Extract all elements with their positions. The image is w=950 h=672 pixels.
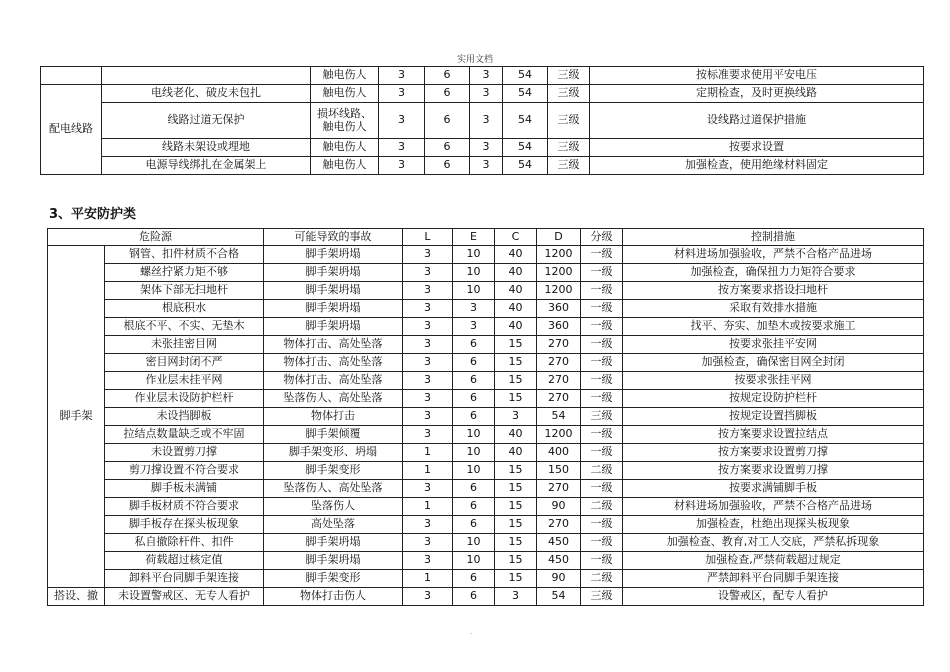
d-cell: 1200	[537, 426, 581, 444]
accident-cell: 触电伤人	[311, 85, 379, 103]
measure-cell: 采取有效排水措施	[623, 300, 924, 318]
table-row	[48, 408, 924, 426]
d-cell: 54	[537, 588, 581, 606]
e-cell: 3	[453, 300, 495, 318]
c-cell: 15	[495, 372, 537, 390]
l-cell: 1	[403, 462, 453, 480]
level-cell: 三级	[548, 139, 590, 157]
d-cell: 90	[537, 570, 581, 588]
level-cell: 一级	[581, 246, 623, 264]
level-cell: 一级	[581, 318, 623, 336]
c-cell: 15	[495, 498, 537, 516]
l-cell: 3	[403, 318, 453, 336]
hazard-cell: 未设置剪刀撑	[105, 444, 264, 462]
hazard-cell: 剪刀撑设置不符合要求	[105, 462, 264, 480]
hazard-cell	[102, 67, 311, 85]
c-cell: 3	[470, 157, 503, 175]
d-cell: 270	[537, 372, 581, 390]
table-row	[48, 354, 924, 372]
c-cell: 3	[495, 588, 537, 606]
d-cell: 54	[503, 103, 548, 139]
e-cell: 10	[453, 282, 495, 300]
safety-protection-risk-table	[47, 228, 924, 606]
level-cell: 一级	[581, 516, 623, 534]
e-cell: 10	[453, 552, 495, 570]
l-cell: 3	[403, 552, 453, 570]
c-cell: 40	[495, 318, 537, 336]
table-row	[48, 444, 924, 462]
level-cell: 一级	[581, 480, 623, 498]
distribution-line-risk-table	[40, 66, 924, 175]
hazard-cell: 电线老化、破皮未包扎	[102, 85, 311, 103]
level-cell: 一级	[581, 282, 623, 300]
hazard-cell: 电源导线绑扎在金属架上	[102, 157, 311, 175]
table-row	[48, 588, 924, 606]
hazard-cell: 钢管、扣件材质不合格	[105, 246, 264, 264]
c-cell: 3	[470, 85, 503, 103]
c-cell: 40	[495, 246, 537, 264]
table-row	[41, 103, 924, 139]
d-cell: 360	[537, 318, 581, 336]
level-cell: 三级	[581, 588, 623, 606]
l-cell: 3	[403, 372, 453, 390]
measure-cell: 定期检查，及时更换线路	[590, 85, 924, 103]
hazard-cell: 脚手板存在探头板现象	[105, 516, 264, 534]
hazard-cell: 作业层未挂平网	[105, 372, 264, 390]
e-cell: 3	[453, 318, 495, 336]
table-row	[48, 264, 924, 282]
l-cell: 3	[379, 103, 425, 139]
c-cell: 40	[495, 426, 537, 444]
l-cell: 3	[403, 588, 453, 606]
e-cell: 6	[453, 390, 495, 408]
measure-cell: 按方案要求设置剪刀撑	[623, 462, 924, 480]
e-cell: 10	[453, 534, 495, 552]
table-header-row	[48, 229, 924, 246]
l-cell: 1	[403, 570, 453, 588]
accident-cell: 坠落伤人	[264, 498, 403, 516]
c-cell: 40	[495, 264, 537, 282]
group-cell	[41, 67, 102, 85]
accident-cell: 脚手架变形、坍塌	[264, 444, 403, 462]
l-cell: 1	[403, 444, 453, 462]
accident-cell: 触电伤人	[311, 67, 379, 85]
table-row	[41, 139, 924, 157]
d-cell: 270	[537, 354, 581, 372]
column-header-c: C	[495, 229, 537, 246]
accident-cell: 脚手架变形	[264, 570, 403, 588]
l-cell: 3	[403, 246, 453, 264]
level-cell: 一级	[581, 390, 623, 408]
table-row	[41, 85, 924, 103]
c-cell: 15	[495, 480, 537, 498]
level-cell: 一级	[581, 264, 623, 282]
accident-cell: 高处坠落	[264, 516, 403, 534]
column-header-e: E	[453, 229, 495, 246]
d-cell: 90	[537, 498, 581, 516]
level-cell: 二级	[581, 570, 623, 588]
level-cell: 二级	[581, 462, 623, 480]
level-cell: 一级	[581, 444, 623, 462]
accident-cell: 坠落伤人、高处坠落	[264, 480, 403, 498]
hazard-cell: 线路未架设或埋地	[102, 139, 311, 157]
measure-cell: 按要求满铺脚手板	[623, 480, 924, 498]
accident-cell: 脚手架坍塌	[264, 264, 403, 282]
hazard-cell: 线路过道无保护	[102, 103, 311, 139]
measure-cell: 加强检查、教育,对工人交底，严禁私拆现象	[623, 534, 924, 552]
measure-cell: 材料进场加强验收，严禁不合格产品进场	[623, 246, 924, 264]
c-cell: 15	[495, 462, 537, 480]
hazard-cell: 作业层未设防护栏杆	[105, 390, 264, 408]
hazard-cell: 密目网封闭不严	[105, 354, 264, 372]
c-cell: 15	[495, 390, 537, 408]
hazard-cell: 架体下部无扫地杆	[105, 282, 264, 300]
c-cell: 15	[495, 336, 537, 354]
d-cell: 1200	[537, 246, 581, 264]
e-cell: 6	[425, 67, 470, 85]
l-cell: 3	[403, 534, 453, 552]
l-cell: 1	[403, 498, 453, 516]
measure-cell: 设警戒区，配专人看护	[623, 588, 924, 606]
measure-cell: 按要求设置	[590, 139, 924, 157]
level-cell: 二级	[581, 498, 623, 516]
e-cell: 6	[453, 588, 495, 606]
measure-cell: 加强检查，确保密目网全封闭	[623, 354, 924, 372]
level-cell: 一级	[581, 354, 623, 372]
group-cell-power-line: 配电线路	[41, 85, 102, 175]
accident-cell: 脚手架坍塌	[264, 534, 403, 552]
column-header-level: 分级	[581, 229, 623, 246]
level-cell: 三级	[548, 157, 590, 175]
c-cell: 3	[470, 67, 503, 85]
accident-cell: 触电伤人	[311, 139, 379, 157]
e-cell: 10	[453, 444, 495, 462]
table-row	[48, 462, 924, 480]
measure-cell: 按规定设置挡脚板	[623, 408, 924, 426]
table-row	[48, 570, 924, 588]
c-cell: 40	[495, 282, 537, 300]
d-cell: 270	[537, 480, 581, 498]
e-cell: 10	[453, 246, 495, 264]
column-header-measure: 控制措施	[623, 229, 924, 246]
measure-cell: 设线路过道保护措施	[590, 103, 924, 139]
accident-cell: 物体打击、高处坠落	[264, 336, 403, 354]
hazard-cell: 脚手板未满铺	[105, 480, 264, 498]
measure-cell: 严禁卸料平台同脚手架连接	[623, 570, 924, 588]
d-cell: 1200	[537, 264, 581, 282]
l-cell: 3	[403, 480, 453, 498]
accident-cell: 物体打击伤人	[264, 588, 403, 606]
page-header: 实用文档	[456, 55, 493, 65]
table-row	[48, 336, 924, 354]
e-cell: 6	[425, 103, 470, 139]
e-cell: 6	[425, 157, 470, 175]
table-row	[41, 67, 924, 85]
column-header-hazard: 危险源	[48, 229, 264, 246]
d-cell: 54	[503, 85, 548, 103]
e-cell: 6	[453, 336, 495, 354]
d-cell: 150	[537, 462, 581, 480]
accident-cell: 物体打击、高处坠落	[264, 354, 403, 372]
accident-cell: 损坏线路、触电伤人	[311, 103, 379, 139]
l-cell: 3	[379, 67, 425, 85]
table-row	[48, 552, 924, 570]
measure-cell: 材料进场加强验收，严禁不合格产品进场	[623, 498, 924, 516]
column-header-l: L	[403, 229, 453, 246]
level-cell: 一级	[581, 426, 623, 444]
accident-cell: 物体打击	[264, 408, 403, 426]
d-cell: 1200	[537, 282, 581, 300]
c-cell: 15	[495, 534, 537, 552]
hazard-cell: 未设挡脚板	[105, 408, 264, 426]
accident-cell: 脚手架变形	[264, 462, 403, 480]
hazard-cell: 根底积水	[105, 300, 264, 318]
d-cell: 270	[537, 336, 581, 354]
e-cell: 10	[453, 264, 495, 282]
l-cell: 3	[403, 390, 453, 408]
measure-cell: 按要求张挂平安网	[623, 336, 924, 354]
hazard-cell: 根底不平、不实、无垫木	[105, 318, 264, 336]
d-cell: 360	[537, 300, 581, 318]
l-cell: 3	[403, 282, 453, 300]
hazard-cell: 拉结点数量缺乏或不牢固	[105, 426, 264, 444]
group-cell-scaffold: 脚手架	[48, 246, 105, 588]
c-cell: 15	[495, 516, 537, 534]
accident-cell: 脚手架坍塌	[264, 246, 403, 264]
level-cell: 一级	[581, 372, 623, 390]
measure-cell: 按方案要求设置剪刀撑	[623, 444, 924, 462]
d-cell: 54	[537, 408, 581, 426]
accident-cell: 脚手架倾覆	[264, 426, 403, 444]
l-cell: 3	[403, 408, 453, 426]
l-cell: 3	[403, 516, 453, 534]
measure-cell: 加强检查,严禁荷载超过规定	[623, 552, 924, 570]
accident-cell: 触电伤人	[311, 157, 379, 175]
measure-cell: 加强检查，确保扭力力矩符合要求	[623, 264, 924, 282]
hazard-cell: 脚手板材质不符合要求	[105, 498, 264, 516]
accident-cell: 物体打击、高处坠落	[264, 372, 403, 390]
c-cell: 3	[495, 408, 537, 426]
hazard-cell: 螺丝拧紧力矩不够	[105, 264, 264, 282]
c-cell: 3	[470, 139, 503, 157]
measure-cell: 按方案要求搭设扫地杆	[623, 282, 924, 300]
level-cell: 一级	[581, 300, 623, 318]
l-cell: 3	[403, 264, 453, 282]
c-cell: 15	[495, 570, 537, 588]
d-cell: 54	[503, 157, 548, 175]
table-row	[48, 534, 924, 552]
level-cell: 三级	[548, 85, 590, 103]
level-cell: 三级	[581, 408, 623, 426]
table-row	[48, 498, 924, 516]
accident-cell: 脚手架坍塌	[264, 552, 403, 570]
measure-cell: 找平、夯实、加垫木或按要求施工	[623, 318, 924, 336]
table-row	[48, 426, 924, 444]
l-cell: 3	[403, 426, 453, 444]
l-cell: 3	[379, 85, 425, 103]
measure-cell: 按标准要求使用平安电压	[590, 67, 924, 85]
e-cell: 6	[453, 570, 495, 588]
table-row	[48, 372, 924, 390]
group-cell-erect-dismantle: 搭设、撤	[48, 588, 105, 606]
accident-cell: 坠落伤人、高处坠落	[264, 390, 403, 408]
table-row	[48, 390, 924, 408]
l-cell: 3	[403, 300, 453, 318]
c-cell: 15	[495, 354, 537, 372]
column-header-accident: 可能导致的事故	[264, 229, 403, 246]
column-header-d: D	[537, 229, 581, 246]
d-cell: 450	[537, 552, 581, 570]
table-row	[48, 282, 924, 300]
c-cell: 3	[470, 103, 503, 139]
d-cell: 54	[503, 67, 548, 85]
e-cell: 6	[453, 498, 495, 516]
level-cell: 三级	[548, 103, 590, 139]
table-row	[41, 157, 924, 175]
table-row	[48, 300, 924, 318]
hazard-cell: 卸料平台同脚手架连接	[105, 570, 264, 588]
table-row	[48, 480, 924, 498]
hazard-cell: 未张挂密目网	[105, 336, 264, 354]
e-cell: 6	[425, 85, 470, 103]
e-cell: 6	[453, 408, 495, 426]
e-cell: 6	[453, 516, 495, 534]
table-row	[48, 318, 924, 336]
d-cell: 400	[537, 444, 581, 462]
level-cell: 一级	[581, 534, 623, 552]
measure-cell: 加强检查，杜绝出现探头板现象	[623, 516, 924, 534]
l-cell: 3	[403, 336, 453, 354]
l-cell: 3	[379, 139, 425, 157]
level-cell: 一级	[581, 552, 623, 570]
hazard-cell: 私自撤除杆件、扣件	[105, 534, 264, 552]
e-cell: 6	[453, 354, 495, 372]
table-row	[48, 246, 924, 264]
c-cell: 15	[495, 552, 537, 570]
accident-cell: 脚手架坍塌	[264, 300, 403, 318]
e-cell: 6	[453, 372, 495, 390]
d-cell: 54	[503, 139, 548, 157]
section-title: 3、平安防护类	[49, 207, 137, 222]
e-cell: 6	[425, 139, 470, 157]
measure-cell: 按要求张挂平网	[623, 372, 924, 390]
table-row	[48, 516, 924, 534]
c-cell: 40	[495, 300, 537, 318]
level-cell: 一级	[581, 336, 623, 354]
e-cell: 10	[453, 426, 495, 444]
e-cell: 6	[453, 480, 495, 498]
l-cell: 3	[403, 354, 453, 372]
accident-cell: 脚手架坍塌	[264, 282, 403, 300]
hazard-cell: 荷载超过核定值	[105, 552, 264, 570]
l-cell: 3	[379, 157, 425, 175]
measure-cell: 按方案要求设置拉结点	[623, 426, 924, 444]
d-cell: 270	[537, 390, 581, 408]
d-cell: 270	[537, 516, 581, 534]
hazard-cell: 未设置警戒区、无专人看护	[105, 588, 264, 606]
e-cell: 10	[453, 462, 495, 480]
c-cell: 40	[495, 444, 537, 462]
accident-cell: 脚手架坍塌	[264, 318, 403, 336]
measure-cell: 加强检查，使用绝缘材料固定	[590, 157, 924, 175]
level-cell: 三级	[548, 67, 590, 85]
d-cell: 450	[537, 534, 581, 552]
measure-cell: 按规定设防护栏杆	[623, 390, 924, 408]
footer-mark: .	[470, 628, 473, 636]
